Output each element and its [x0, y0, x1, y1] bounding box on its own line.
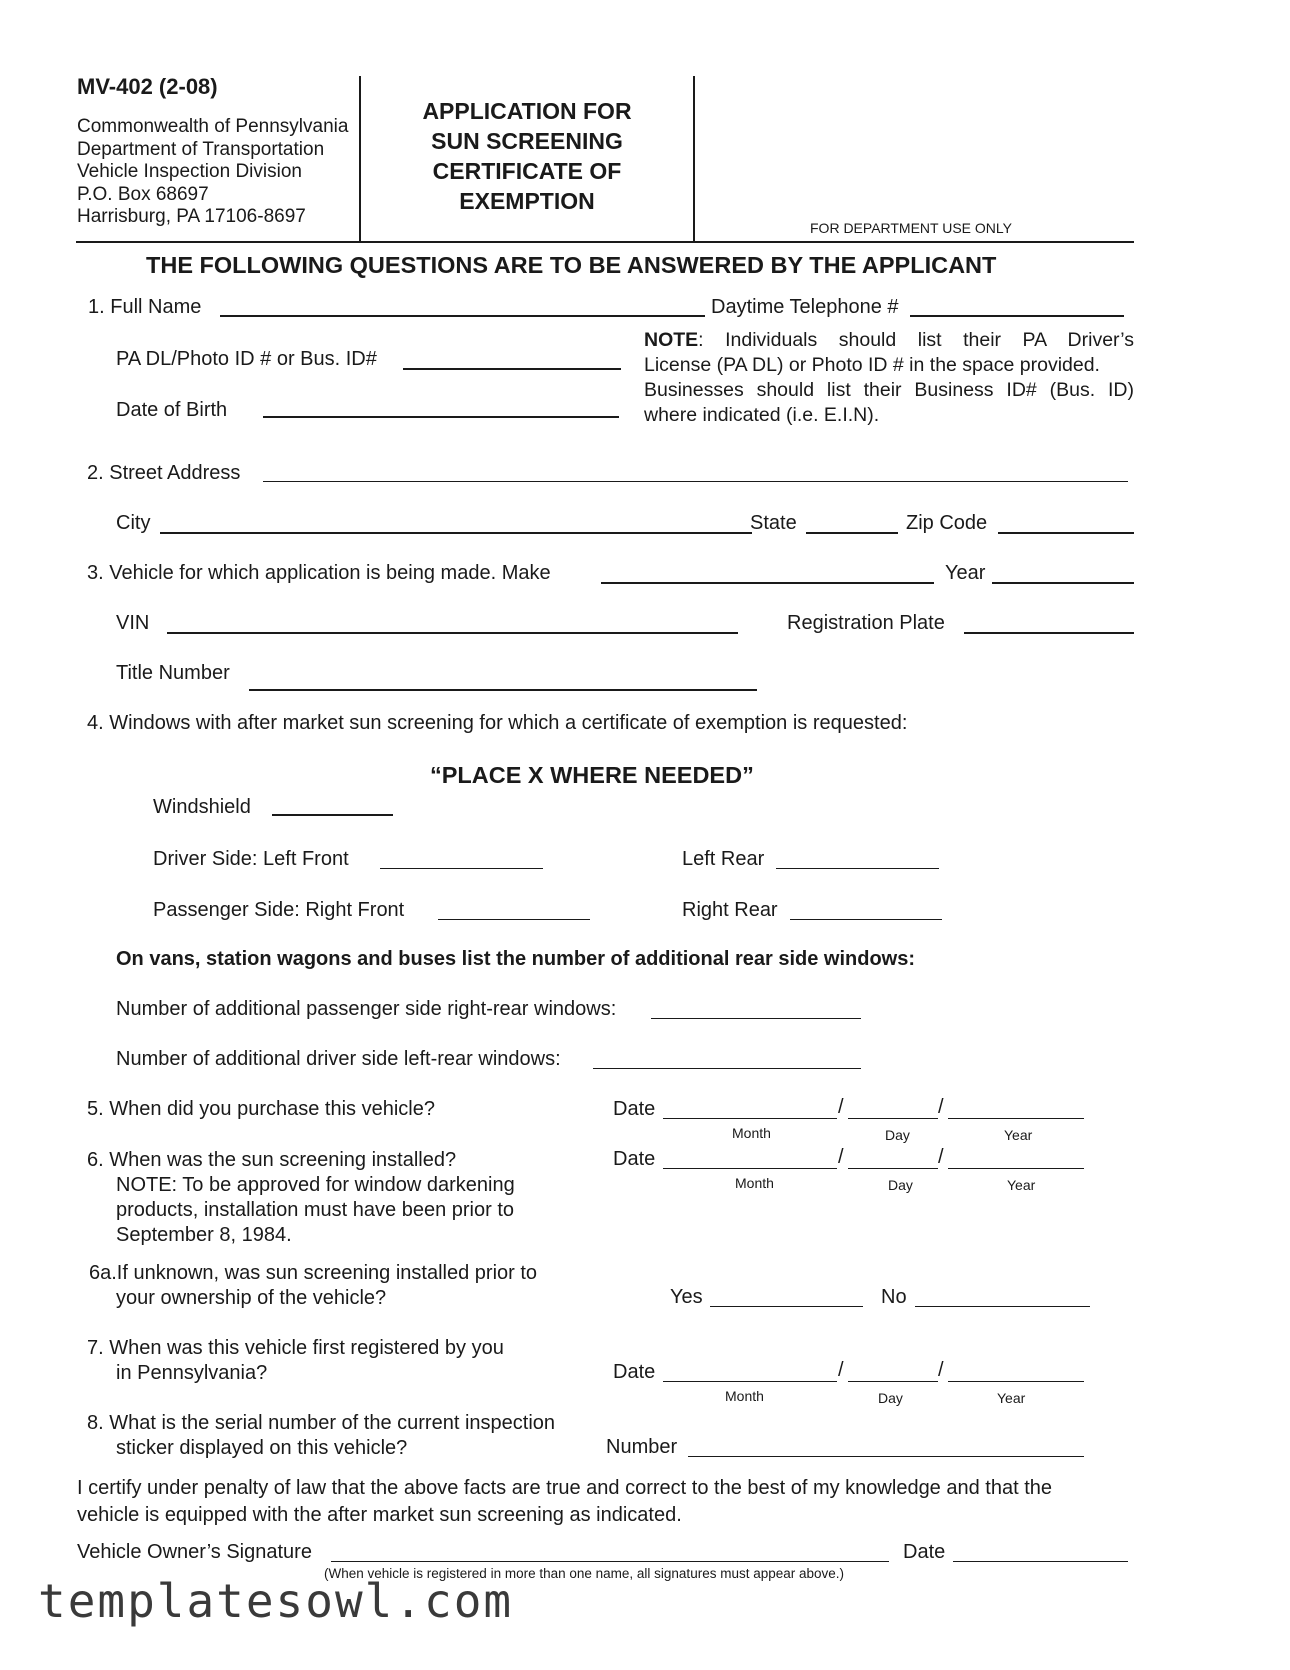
year-caption: Year [1004, 1127, 1033, 1143]
left-rear-label: Left Rear [682, 848, 765, 870]
yes-label: Yes [670, 1286, 703, 1308]
month-caption: Month [725, 1388, 764, 1404]
dept-use-label: FOR DEPARTMENT USE ONLY [810, 220, 1012, 236]
purchase-month-field[interactable] [663, 1118, 837, 1119]
driver-extra-label: Number of additional driver side left-rear windows: [116, 1048, 561, 1070]
passenger-right-front-label: Passenger Side: Right Front [153, 899, 405, 921]
prior-line: 6a.If unknown, was sun screening installed prior to [89, 1262, 538, 1284]
signature-label: Vehicle Owner’s Signature [77, 1541, 312, 1563]
note-line: License (PA DL) or Photo ID # in the space provided. [644, 354, 1100, 376]
watermark: templatesowl.com [38, 1574, 514, 1628]
title-line: APPLICATION FOR [422, 98, 632, 124]
title-line: CERTIFICATE OF [432, 158, 622, 184]
note-line: : Individuals should list their PA Driver’s [698, 329, 1134, 351]
vans-note: On vans, station wagons and buses list the number of additional rear side windows: [116, 948, 916, 970]
prior-ownership-question [89, 1261, 537, 1311]
date-separator: / [838, 1096, 844, 1118]
month-caption: Month [732, 1125, 771, 1141]
title-line: EXEMPTION [459, 188, 595, 214]
year-caption: Year [1007, 1177, 1036, 1193]
date-separator: / [838, 1146, 844, 1168]
make-field[interactable] [601, 582, 934, 584]
year-caption: Year [997, 1390, 1026, 1406]
agency-line: P.O. Box 68697 [77, 183, 209, 205]
signature-note: (When vehicle is registered in more than one name, all signatures must appear above.) [324, 1566, 845, 1581]
no-field[interactable] [915, 1306, 1090, 1307]
signature-field[interactable] [331, 1561, 889, 1562]
install-month-field[interactable] [663, 1168, 837, 1169]
left-rear-field[interactable] [776, 868, 939, 869]
registration-line: in Pennsylvania? [116, 1362, 268, 1384]
install-day-field[interactable] [848, 1168, 938, 1169]
certification-text [77, 1475, 1052, 1529]
agency-line: Commonwealth of Pennsylvania [77, 116, 349, 137]
inspection-line: sticker displayed on this vehicle? [116, 1437, 408, 1459]
day-caption: Day [885, 1127, 910, 1143]
header-divider [693, 76, 695, 242]
signature-date-field[interactable] [953, 1561, 1128, 1562]
inspection-line: 8. What is the serial number of the current inspection [87, 1412, 556, 1434]
form-id: MV-402 (2-08) [77, 74, 218, 99]
full-name-field[interactable] [220, 315, 705, 317]
agency-line: Department of Transportation [77, 138, 325, 160]
registration-day-field[interactable] [848, 1381, 938, 1382]
place-x-heading: “PLACE X WHERE NEEDED” [430, 762, 754, 788]
dob-field[interactable] [263, 416, 619, 418]
vin-field[interactable] [167, 632, 738, 634]
note-line: Businesses should list their Business ID# (Bus. ID) [644, 379, 1134, 401]
note-line: where indicated (i.e. E.I.N). [644, 404, 880, 426]
windshield-field[interactable] [272, 814, 393, 816]
plate-label: Registration Plate [787, 612, 945, 634]
form-title [362, 96, 692, 216]
date-separator: / [938, 1096, 944, 1118]
title-number-label: Title Number [116, 662, 230, 684]
day-caption: Day [878, 1390, 903, 1406]
windshield-label: Windshield [153, 796, 251, 818]
year-label: Year [945, 562, 986, 584]
driver-extra-field[interactable] [593, 1068, 861, 1069]
install-line: September 8, 1984. [116, 1224, 292, 1246]
registration-month-field[interactable] [663, 1381, 837, 1382]
vin-label: VIN [116, 612, 150, 634]
registration-line: 7. When was this vehicle first registered by you [87, 1337, 504, 1359]
yes-field[interactable] [710, 1306, 863, 1307]
zip-label: Zip Code [906, 512, 988, 534]
install-line: 6. When was the sun screening installed? [87, 1149, 457, 1171]
right-front-field[interactable] [438, 919, 590, 920]
agency-block [77, 116, 348, 229]
no-label: No [881, 1286, 907, 1308]
phone-label: Daytime Telephone # [711, 296, 899, 318]
dob-label: Date of Birth [116, 399, 228, 421]
section-heading: THE FOLLOWING QUESTIONS ARE TO BE ANSWERED BY THE APPLICANT [146, 252, 997, 278]
inspection-number-label: Number [606, 1436, 678, 1458]
registration-question [87, 1336, 504, 1386]
zip-field[interactable] [998, 532, 1134, 534]
install-date-label: Date [613, 1148, 656, 1170]
title-number-field[interactable] [249, 689, 757, 691]
inspection-question [87, 1411, 555, 1461]
city-label: City [116, 512, 151, 534]
install-question [87, 1148, 515, 1248]
dl-label: PA DL/Photo ID # or Bus. ID# [116, 348, 377, 370]
purchase-question: 5. When did you purchase this vehicle? [87, 1098, 435, 1120]
purchase-date-label: Date [613, 1098, 656, 1120]
date-separator: / [838, 1359, 844, 1381]
phone-field[interactable] [910, 315, 1124, 317]
passenger-extra-label: Number of additional passenger side right-rear windows: [116, 998, 617, 1020]
street-label: 2. Street Address [87, 462, 241, 484]
certify-line: I certify under penalty of law that the above facts are true and correct to the best of my knowledge and that the [77, 1477, 1053, 1499]
month-caption: Month [735, 1175, 774, 1191]
city-field[interactable] [160, 532, 752, 534]
title-line: SUN SCREENING [431, 128, 623, 154]
dl-field[interactable] [403, 368, 621, 370]
note-label: NOTE [644, 329, 699, 351]
id-note [644, 328, 1134, 428]
driver-left-front-label: Driver Side: Left Front [153, 848, 349, 870]
vehicle-make-label: 3. Vehicle for which application is being made. Make [87, 562, 551, 584]
inspection-number-field[interactable] [688, 1456, 1084, 1457]
registration-date-label: Date [613, 1361, 656, 1383]
date-separator: / [938, 1359, 944, 1381]
right-rear-label: Right Rear [682, 899, 778, 921]
passenger-extra-field[interactable] [651, 1018, 861, 1019]
install-line: NOTE: To be approved for window darkening [116, 1174, 515, 1196]
agency-line: Vehicle Inspection Division [77, 161, 302, 182]
certify-line: vehicle is equipped with the after market sun screening as indicated. [77, 1504, 682, 1526]
left-front-field[interactable] [380, 868, 543, 869]
full-name-label: 1. Full Name [88, 296, 202, 318]
prior-line: your ownership of the vehicle? [116, 1287, 387, 1309]
state-field[interactable] [806, 532, 898, 534]
signature-date-label: Date [903, 1541, 946, 1563]
agency-line: Harrisburg, PA 17106-8697 [77, 206, 306, 227]
windows-question: 4. Windows with after market sun screening for which a certificate of exemption is requested: [87, 712, 908, 734]
day-caption: Day [888, 1177, 913, 1193]
header-rule [76, 241, 1134, 243]
date-separator: / [938, 1146, 944, 1168]
right-rear-field[interactable] [790, 919, 942, 920]
plate-field[interactable] [964, 632, 1134, 634]
install-year-field[interactable] [948, 1168, 1084, 1169]
street-field[interactable] [263, 481, 1128, 482]
purchase-day-field[interactable] [848, 1118, 938, 1119]
purchase-year-field[interactable] [948, 1118, 1084, 1119]
registration-year-field[interactable] [948, 1381, 1084, 1382]
header-divider [359, 76, 361, 242]
vehicle-year-field[interactable] [992, 582, 1134, 584]
install-line: products, installation must have been prior to [116, 1199, 514, 1221]
state-label: State [750, 512, 797, 534]
